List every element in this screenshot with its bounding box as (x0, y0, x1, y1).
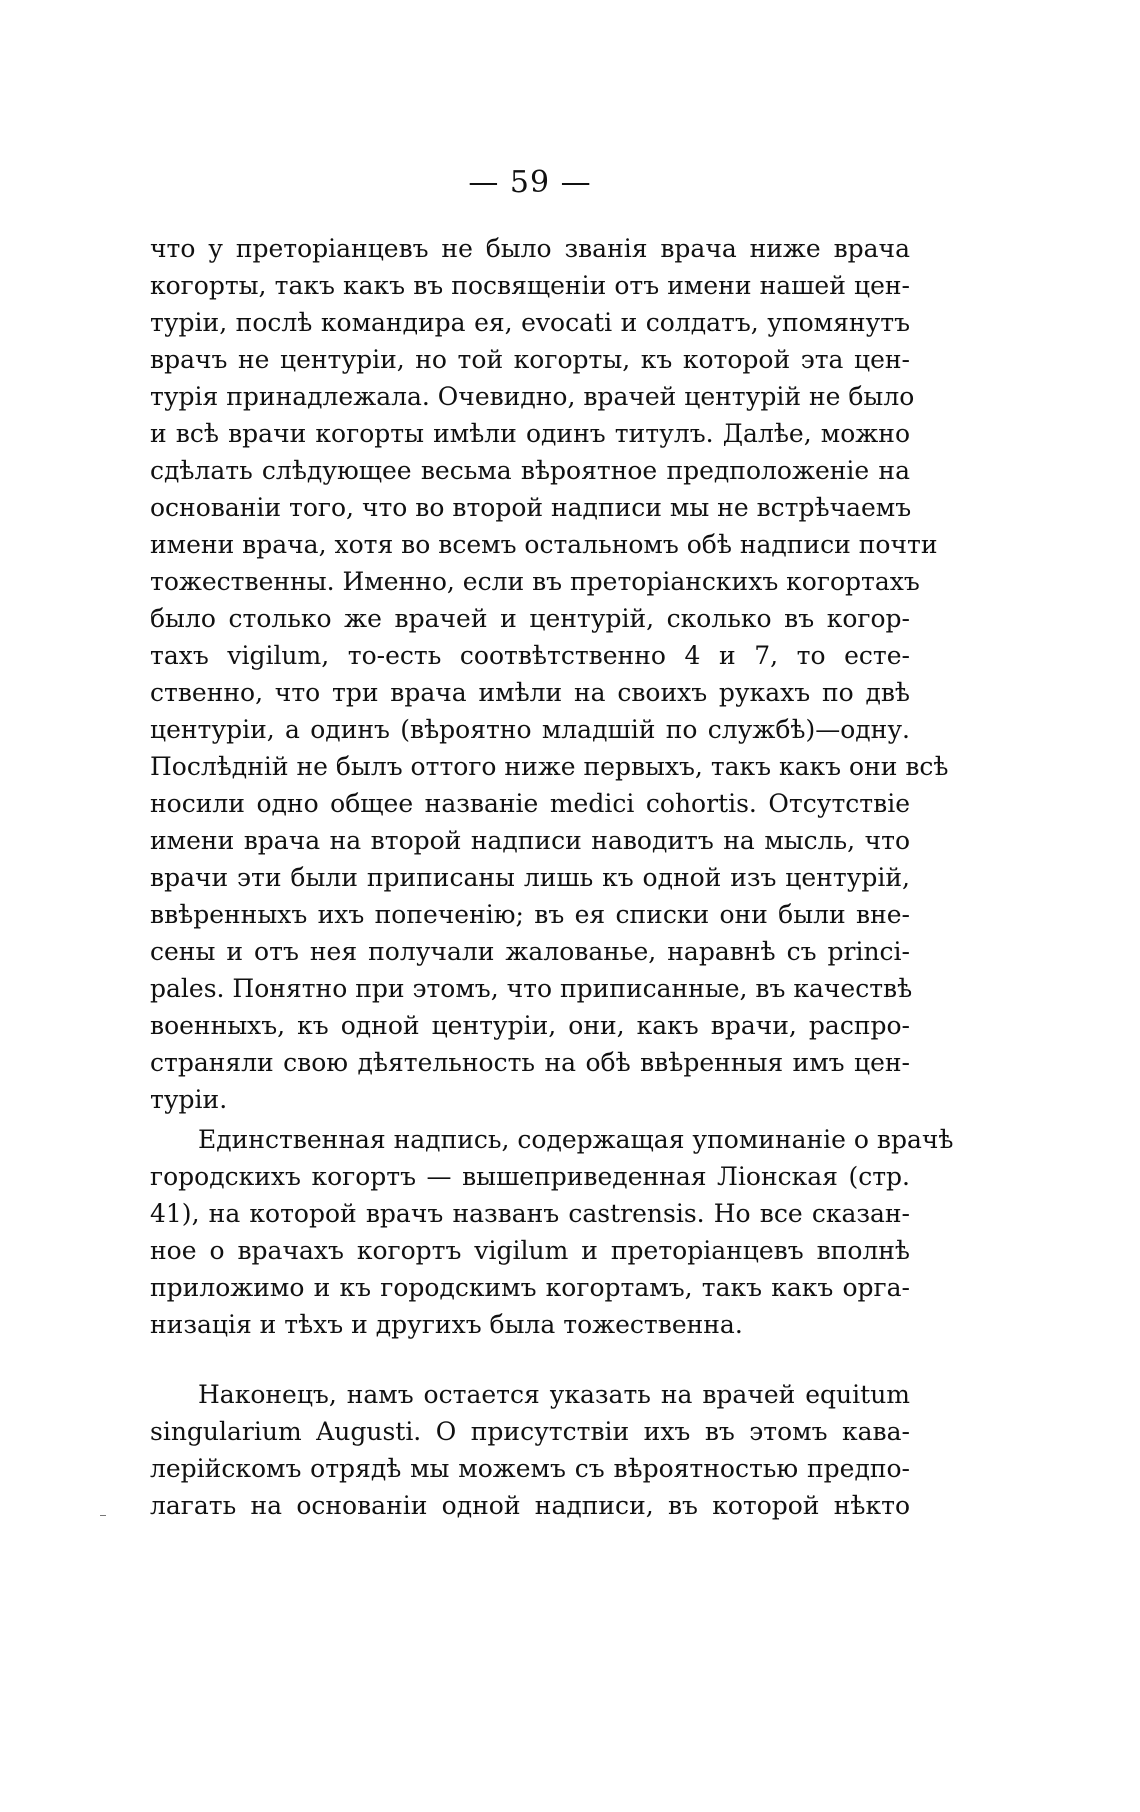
text-line: низація и тѣхъ и другихъ была тожественна. (150, 1310, 743, 1339)
text-line: Наконецъ, намъ остается указать на врачей equitum (198, 1380, 910, 1409)
text-line: сдѣлать слѣдующее весьма вѣроятное предположеніе на (150, 456, 910, 485)
text-line: Послѣдній не былъ оттого ниже первыхъ, такъ какъ они всѣ (150, 752, 949, 781)
text-line: врачи эти были приписаны лишь къ одной изъ центурій, (150, 863, 910, 892)
text-line: туріи, послѣ командира ея, evocati и солдатъ, упомянутъ (150, 308, 910, 337)
text-line: лагать на основаніи одной надписи, въ которой нѣкто (150, 1491, 910, 1520)
text-line: Единственная надпись, содержащая упоминаніе о врачѣ (198, 1125, 954, 1154)
text-line: тожественны. Именно, если въ преторіанскихъ когортахъ (150, 567, 920, 596)
text-line: врачъ не центуріи, но той когорты, къ которой эта цен- (150, 345, 910, 374)
text-line: 41), на которой врачъ названъ castrensis. Но все сказан- (150, 1199, 910, 1228)
text-line: сены и отъ нея получали жалованье, наравнѣ съ princi- (150, 937, 910, 966)
text-line: было столько же врачей и центурій, сколько въ когор- (150, 604, 910, 633)
text-line: имени врача на второй надписи наводитъ на мысль, что (150, 826, 910, 855)
text-line: и всѣ врачи когорты имѣли одинъ титулъ. Далѣе, можно (150, 419, 910, 448)
text-line: страняли свою дѣятельность на обѣ ввѣренныя имъ цен- (150, 1048, 910, 1077)
text-line: приложимо и къ городскимъ когортамъ, такъ какъ орга- (150, 1273, 910, 1302)
text-line: туріи. (150, 1085, 228, 1114)
text-line: центуріи, а одинъ (вѣроятно младшій по службѣ)—одну. (150, 715, 910, 744)
text-line: singularium Augusti. О присутствіи ихъ въ этомъ кава- (150, 1417, 910, 1446)
margin-mark (100, 1515, 106, 1516)
text-line: ввѣренныхъ ихъ попеченію; въ ея списки они были вне- (150, 900, 910, 929)
paragraph-1 (150, 230, 949, 1118)
text-line: ное о врачахъ когортъ vigilum и преторіанцевъ вполнѣ (150, 1236, 910, 1265)
text-line: когорты, такъ какъ въ посвященіи отъ имени нашей цен- (150, 271, 910, 300)
text-line: ственно, что три врача имѣли на своихъ рукахъ по двѣ (150, 678, 910, 707)
text-line: основаніи того, что во второй надписи мы не встрѣчаемъ (150, 493, 912, 522)
text-line: тахъ vigilum, то-есть соотвѣтственно 4 и 7, то есте- (150, 641, 910, 670)
text-line: военныхъ, къ одной центуріи, они, какъ врачи, распро- (150, 1011, 910, 1040)
text-line: что у преторіанцевъ не было званія врача ниже врача (150, 234, 910, 263)
paragraph-3 (150, 1376, 910, 1524)
text-line: турія принадлежала. Очевидно, врачей центурій не было (150, 382, 915, 411)
text-line: лерійскомъ отрядѣ мы можемъ съ вѣроятностью предпо- (150, 1454, 910, 1483)
text-line: pales. Понятно при этомъ, что приписанные, въ качествѣ (150, 974, 913, 1003)
page-number: — 59 — (468, 165, 592, 200)
text-line: городскихъ когортъ — вышеприведенная Ліонская (стр. (150, 1162, 910, 1191)
text-line: имени врача, хотя во всемъ остальномъ обѣ надписи почти (150, 530, 938, 559)
paragraph-2 (150, 1121, 954, 1343)
text-line: носили одно общее названіе medici cohortis. Отсутствіе (150, 789, 910, 818)
